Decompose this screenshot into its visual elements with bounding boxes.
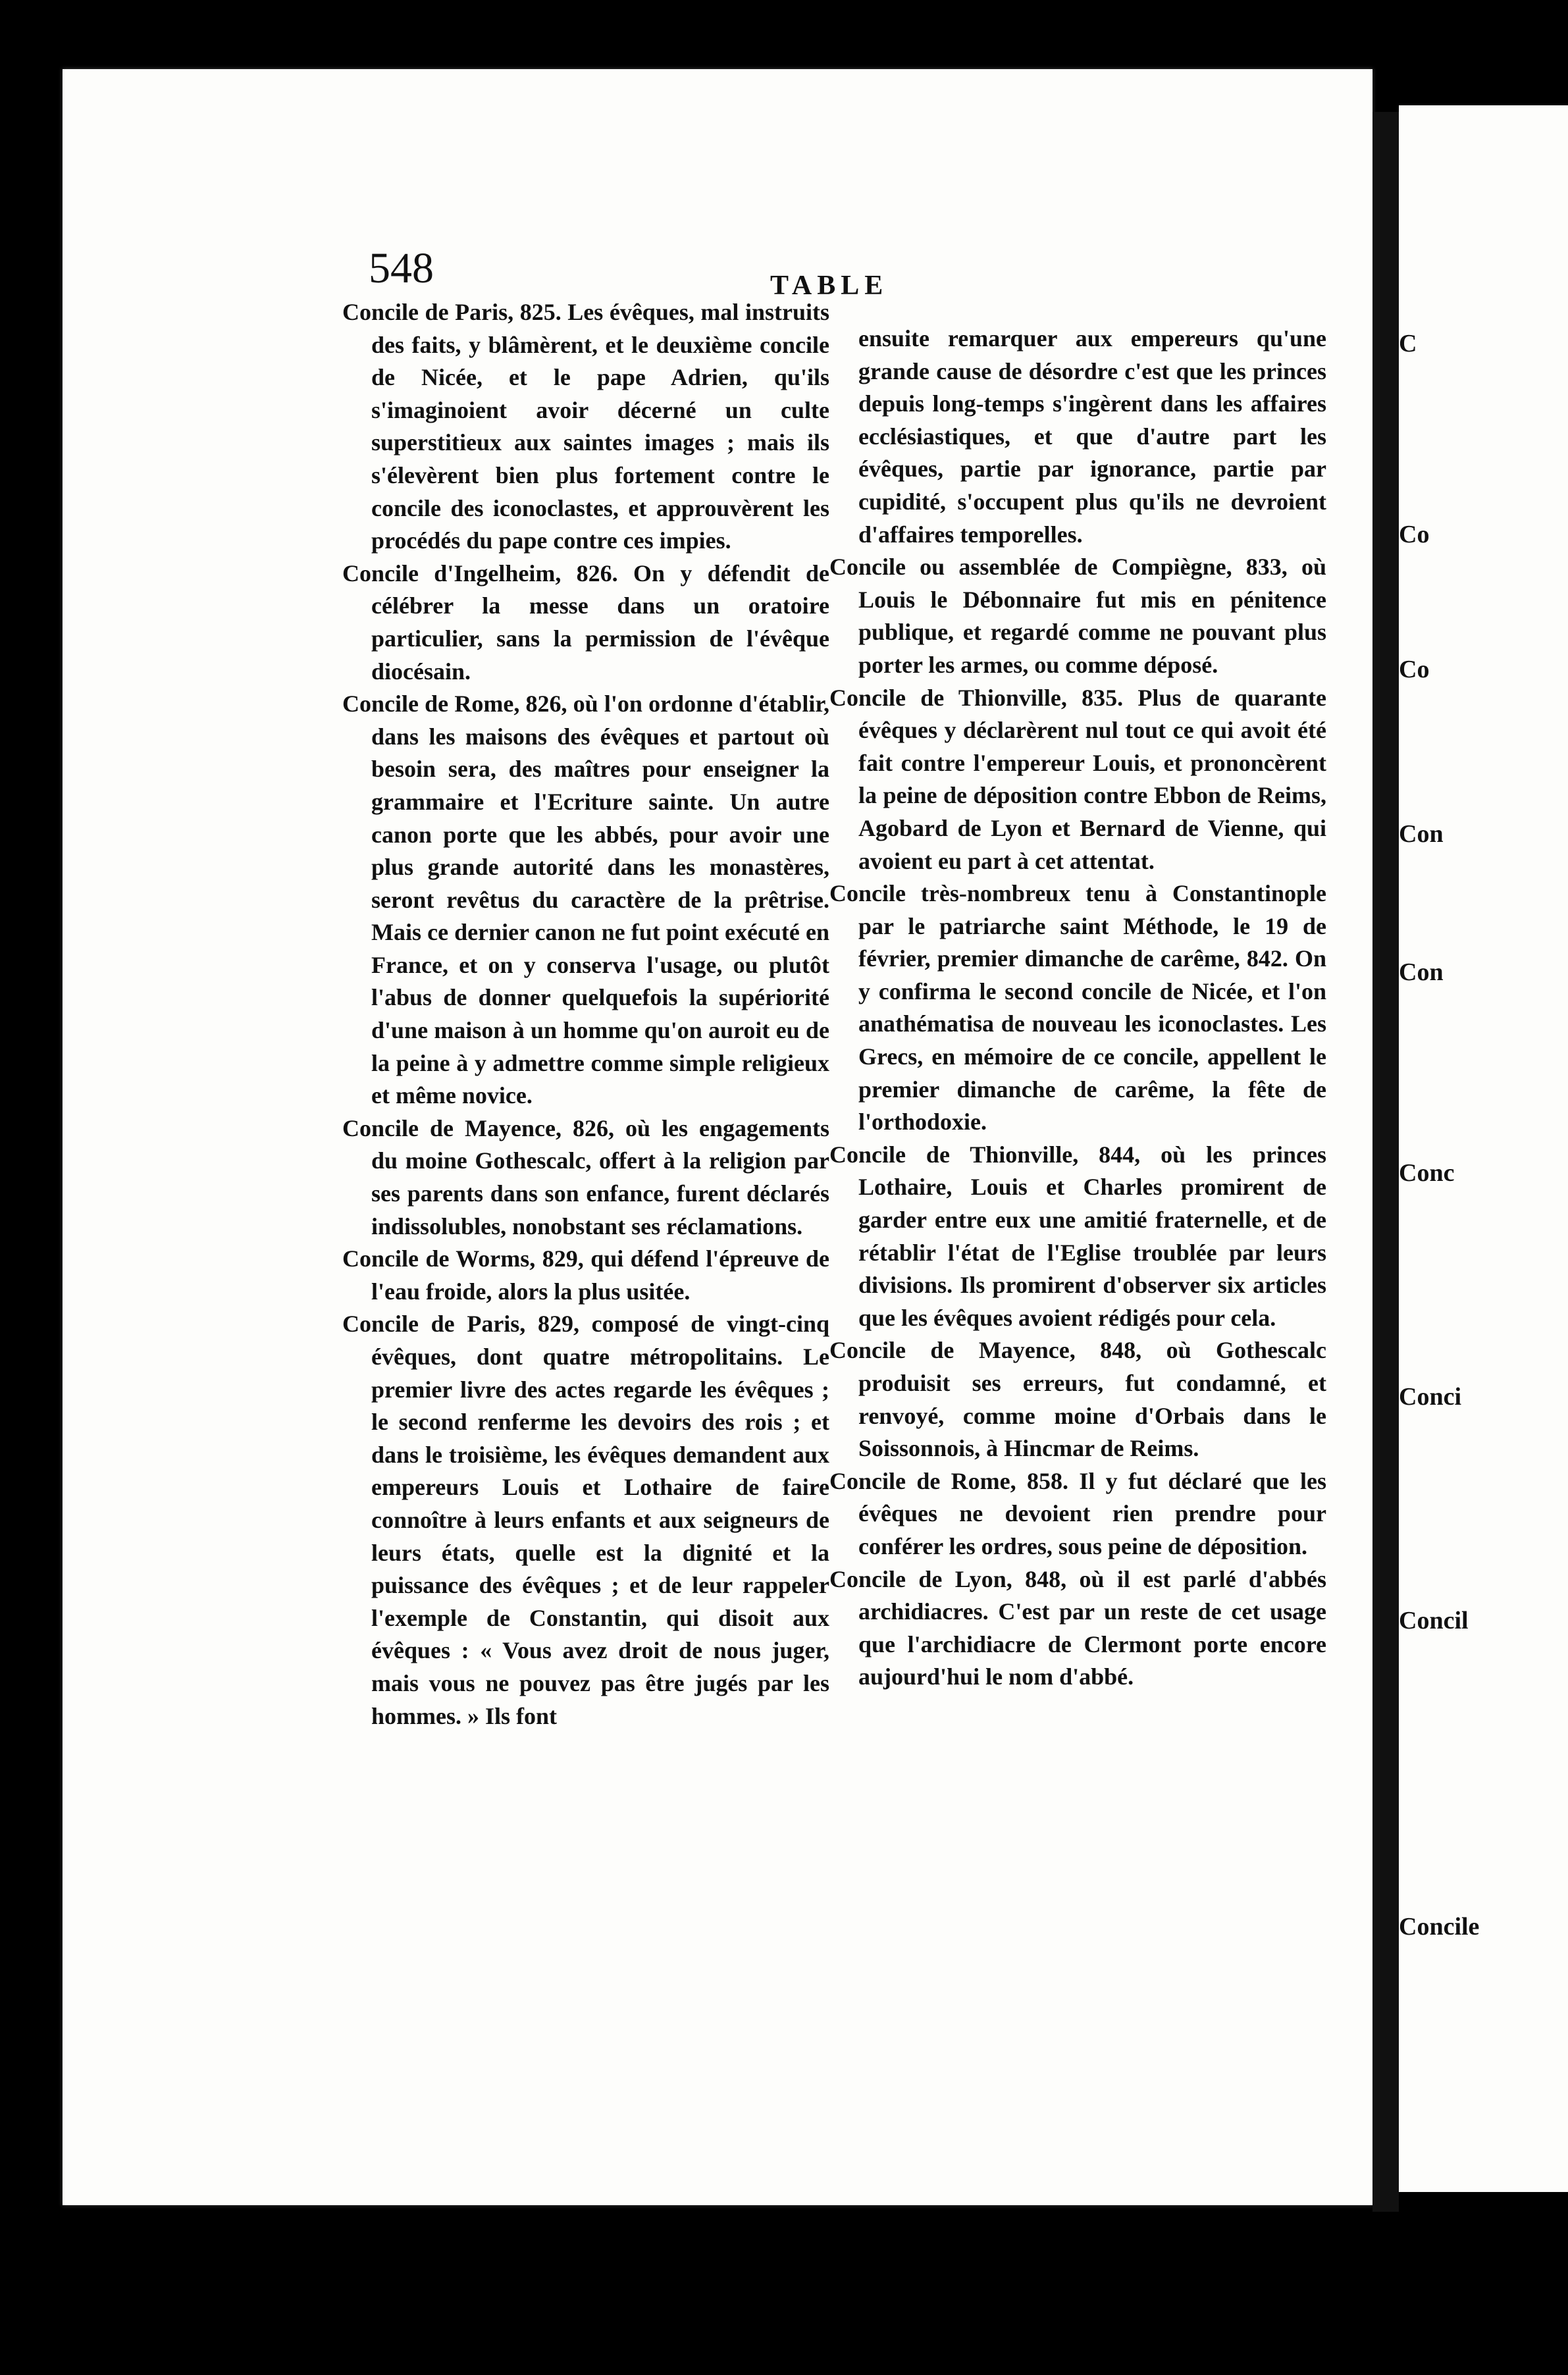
index-entry: Concile de Thionville, 844, où les princes Lothaire, Louis et Charles promirent de garder entre eux une amitié fraternelle, et de rétablir l'état de l'Eglise troublée par leurs divisions. Ils promirent d'observer six articles que les évêques avoient rédigés pour cela. — [829, 1141, 1326, 1331]
index-entry: Concile de Thionville, 835. Plus de quarante évêques y déclarèrent nul tout ce qui avoit été fait contre l'empereur Louis, et prononcèrent la peine de déposition contre Ebbon de Reims, Agobard de Lyon et Bernard de Vienne, qui avoient eu part à cet attentat. — [829, 684, 1326, 874]
index-entry: Concile de Paris, 829, composé de vingt-cinq évêques, dont quatre métropolitains. Le premier livre des actes regarde les évêques ; le second renferme les devoirs des rois ; et dans le troisième, les évêques demandent aux empereurs Louis et Lothaire de faire connoître à leurs enfants et aux seigneurs de leurs états, quelle est la dignité et la puissance des évêques ; et de leur rappeler l'exemple de Constantin, qui disoit aux évêques : « Vous avez droit de nous juger, mais vous ne pouvez pas être jugés par les hommes. » Ils font — [342, 1311, 829, 1729]
facing-page — [1399, 105, 1568, 2192]
index-entry: Concile de Paris, 825. Les évêques, mal instruits des faits, y blâmèrent, et le deuxième concile de Nicée, et le pape Adrien, qu'ils s'imaginoient avoir décerné un culte superstitieux aux saintes images ; mais ils s'élevèrent bien plus fortement contre le concile des iconoclastes, et approuvèrent les procédés du pape contre ces impies. — [342, 299, 829, 554]
facing-page-fragment: Co — [1399, 656, 1430, 683]
facing-page-fragment: Conci — [1399, 1383, 1461, 1411]
book-gutter — [1372, 112, 1399, 2212]
index-entry: Concile d'Ingelheim, 826. On y défendit de célébrer la messe dans un oratoire particulier, sans la permission de l'évêque diocésain. — [342, 560, 829, 685]
running-title: TABLE — [770, 271, 889, 301]
index-entry: Concile de Mayence, 826, où les engagements du moine Gothescalc, offert à la religion par ses parents dans son enfance, furent déclarés indissolubles, nonobstant ses réclamations. — [342, 1114, 829, 1240]
facing-page-fragment: Con — [1399, 820, 1444, 848]
facing-page-fragment: Conc — [1399, 1159, 1455, 1187]
index-entry: Concile de Worms, 829, qui défend l'épreuve de l'eau froide, alors la plus usitée. — [342, 1245, 829, 1305]
index-entry: Concile ou assemblée de Compiègne, 833, où Louis le Débonnaire fut mis en pénitence publique, et regardé comme ne pouvant plus porter les armes, ou comme déposé. — [829, 554, 1326, 678]
page-number: 548 — [369, 244, 434, 292]
index-entry: Concile très-nombreux tenu à Constantinople par le patriarche saint Méthode, le 19 de février, premier dimanche de carême, 842. On y confirma le second concile de Nicée, et l'on anathématisa de nouveau les iconoclastes. Les Grecs, en mémoire de ce concile, appellent le premier dimanche de carême, la fête de l'orthodoxie. — [829, 880, 1326, 1135]
facing-page-fragment: Co — [1399, 521, 1430, 548]
facing-page-fragment: Concile — [1399, 1913, 1480, 1941]
index-entry: Concile de Lyon, 848, où il est parlé d'abbés archidiacres. C'est par un reste de cet usage que l'archidiacre de Clermont porte encore aujourd'hui le nom d'abbé. — [829, 1565, 1326, 1690]
index-entry: Concile de Rome, 858. Il y fut déclaré que les évêques ne devoient rien prendre pour conférer les ordres, sous peine de déposition. — [829, 1467, 1326, 1559]
facing-page-fragment: Con — [1399, 958, 1444, 986]
index-entry-continuation: ensuite remarquer aux empereurs qu'une grande cause de désordre c'est que les princes depuis long-temps s'ingèrent dans les affaires ecclésiastiques, et que d'autre part les évêques, partie par ignorance, partie par cupidité, s'occupent plus qu'ils ne devroient d'affaires temporelles. — [858, 325, 1326, 548]
left-column — [342, 296, 829, 1733]
facing-page-fragment: Concil — [1399, 1607, 1469, 1634]
facing-page-fragment: C — [1399, 330, 1417, 357]
index-entry: Concile de Rome, 826, où l'on ordonne d'établir, dans les maisons des évêques et partout où besoin sera, des maîtres pour enseigner la grammaire et l'Ecriture sainte. Un autre canon porte que les abbés, pour avoir une plus grande autorité dans les monastères, seront revêtus du caractère de la prêtrise. Mais ce dernier canon ne fut point exécuté en France, et on y conserva l'usage, ou plutôt l'abus de donner quelquefois la supériorité d'une maison à un homme qu'on auroit eu de la peine à y admettre comme simple religieux et même novice. — [342, 691, 829, 1109]
index-entry: Concile de Mayence, 848, où Gothescalc produisit ses erreurs, fut condamné, et renvoyé, comme moine d'Orbais dans le Soissonnois, à Hincmar de Reims. — [829, 1337, 1326, 1462]
right-column — [829, 323, 1326, 1694]
